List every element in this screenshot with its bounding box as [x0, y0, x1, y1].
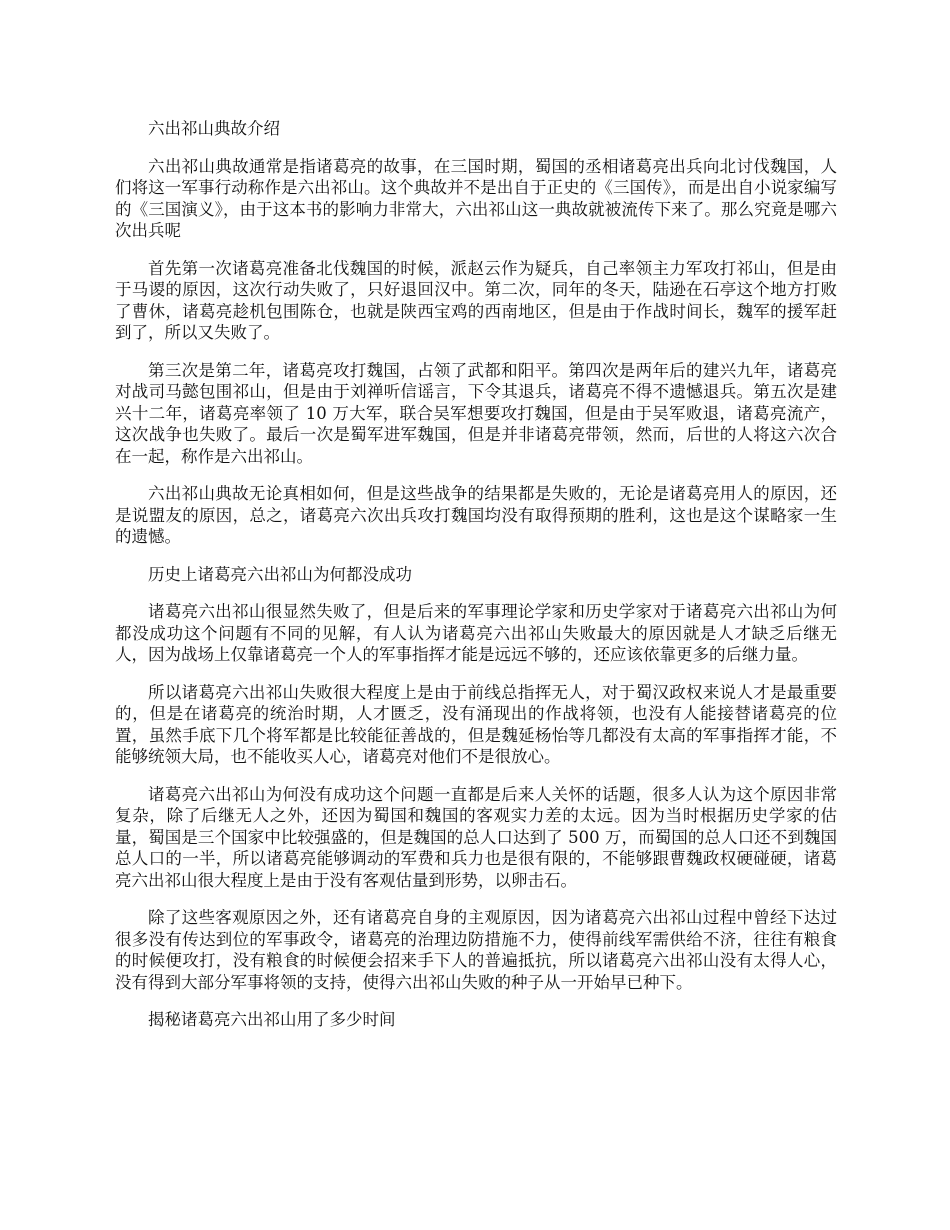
paragraph: 诸葛亮六出祁山为何没有成功这个问题一直都是后来人关怀的话题，很多人认为这个原因非常复杂，除了后继无人之外，还因为蜀国和魏国的客观实力差的太远。因为当时根据历史学家的估量，蜀国是三个国家中比较强盛的，但是魏国的总人口达到了 500 万，而蜀国的总人口还不到魏国总人口的一半，所以诸葛亮能够调动的军费和兵力也是很有限的，不能够跟曹魏政权硬碰硬，诸葛亮六出祁山很大程度上是由于没有客观估量到形势，以卵击石。 [115, 784, 837, 890]
paragraph: 六出祁山典故无论真相如何，但是这些战争的结果都是失败的，无论是诸葛亮用人的原因，还是说盟友的原因，总之，诸葛亮六次出兵攻打魏国均没有取得预期的胜利，这也是这个谋略家一生的遗憾。 [115, 484, 837, 546]
section-heading-duration: 揭秘诸葛亮六出祁山用了多少时间 [148, 1010, 396, 1029]
section-heading-failure: 历史上诸葛亮六出祁山为何都没成功 [148, 564, 412, 584]
paragraph: 首先第一次诸葛亮准备北伐魏国的时候，派赵云作为疑兵，自己率领主力军攻打祁山，但是由于马谡的原因，这次行动失败了，只好退回汉中。第二次，同年的冬天，陆逊在石亭这个地方打败了曹休，诸葛亮趁机包围陈仓，也就是陕西宝鸡的西南地区，但是由于作战时间长，魏军的援军赶到了，所以又失败了。 [115, 258, 837, 342]
paragraph: 六出祁山典故通常是指诸葛亮的故事，在三国时期，蜀国的丞相诸葛亮出兵向北讨伐魏国，人们将这一军事行动称作是六出祁山。这个典故并不是出自于正史的《三国传》，而是出自小说家编写的《三国演义》，由于这本书的影响力非常大，六出祁山这一典故就被流传下来了。那么究竟是哪六次出兵呢 [115, 156, 837, 240]
document-body [115, 118, 837, 1047]
section-heading-intro: 六出祁山典故介绍 [148, 119, 280, 138]
paragraph: 诸葛亮六出祁山很显然失败了，但是后来的军事理论学家和历史学家对于诸葛亮六出祁山为何都没成功这个问题有不同的见解，有人认为诸葛亮六出祁山失败最大的原因就是人才缺乏后继无人，因为战场上仅靠诸葛亮一个人的军事指挥才能是远远不够的，还应该依靠更多的后继力量。 [115, 602, 837, 664]
paragraph: 除了这些客观原因之外，还有诸葛亮自身的主观原因，因为诸葛亮六出祁山过程中曾经下达过很多没有传达到位的军事政令，诸葛亮的治理边防措施不力，使得前线军需供给不济，往往有粮食的时候便攻打，没有粮食的时候便会招来手下人的普遍抵抗，所以诸葛亮六出祁山没有太得人心，没有得到大部分军事将领的支持，使得六出祁山失败的种子从一开始早已种下。 [115, 908, 837, 992]
paragraph: 所以诸葛亮六出祁山失败很大程度上是由于前线总指挥无人，对于蜀汉政权来说人才是最重要的，但是在诸葛亮的统治时期，人才匮乏，没有涌现出的作战将领，也没有人能接替诸葛亮的位置，虽然手底下几个将军都是比较能征善战的，但是魏延杨怡等几都没有太高的军事指挥才能，不能够统领大局，也不能收买人心，诸葛亮对他们不是很放心。 [115, 682, 837, 766]
paragraph: 第三次是第二年，诸葛亮攻打魏国，占领了武都和阳平。第四次是两年后的建兴九年，诸葛亮对战司马懿包围祁山，但是由于刘禅听信谣言，下令其退兵，诸葛亮不得不遗憾退兵。第五次是建兴十二年，诸葛亮率领了 10 万大军，联合吴军想要攻打魏国，但是由于吴军败退，诸葛亮流产，这次战争也失败了。最后一次是蜀军进军魏国，但是并非诸葛亮带领，然而，后世的人将这六次合在一起，称作是六出祁山。 [115, 360, 837, 466]
